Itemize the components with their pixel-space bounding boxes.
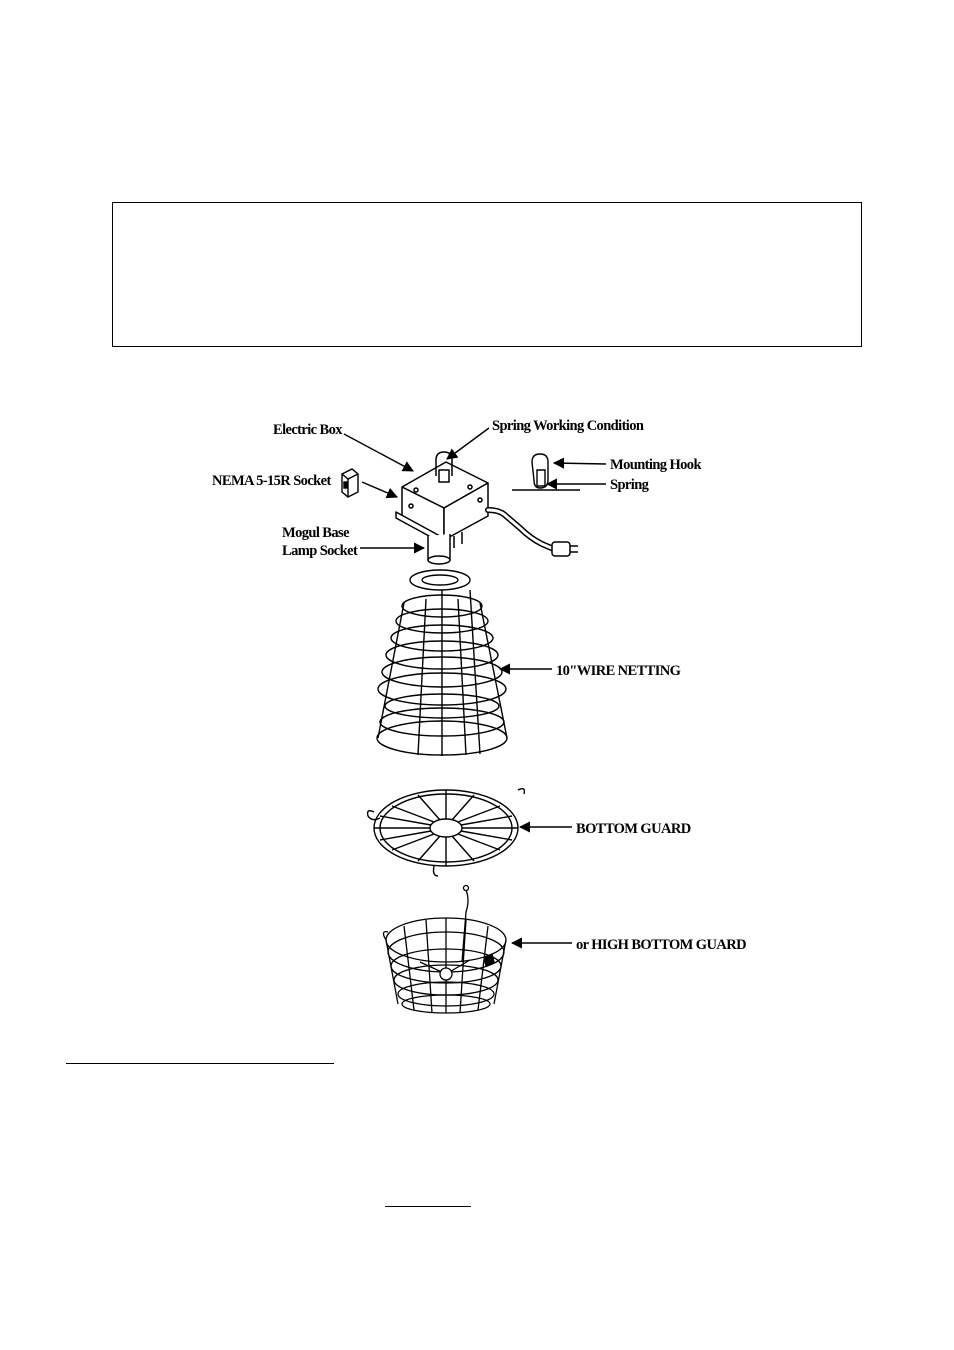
nema-socket-icon [342,469,358,497]
label-lamp-socket: Lamp Socket [282,543,358,559]
label-mogul-base: Mogul Base [282,525,349,541]
label-spring-working-condition: Spring Working Condition [492,418,644,434]
label-high-bottom-guard: or HIGH BOTTOM GUARD [576,937,746,953]
wire-netting-drawing [377,570,507,756]
label-electric-box: Electric Box [273,422,342,438]
label-wire-netting: 10"WIRE NETTING [556,663,681,679]
label-mounting-hook: Mounting Hook [610,457,701,473]
label-bottom-guard: BOTTOM GUARD [576,821,691,837]
label-spring: Spring [610,477,649,493]
electric-box-drawing [396,452,578,564]
section-heading-rule [66,1063,334,1064]
underline-rule [385,1206,471,1207]
label-nema-socket: NEMA 5-15R Socket [212,473,331,489]
bottom-guard-drawing [368,789,525,876]
high-bottom-guard-drawing [383,886,506,1014]
